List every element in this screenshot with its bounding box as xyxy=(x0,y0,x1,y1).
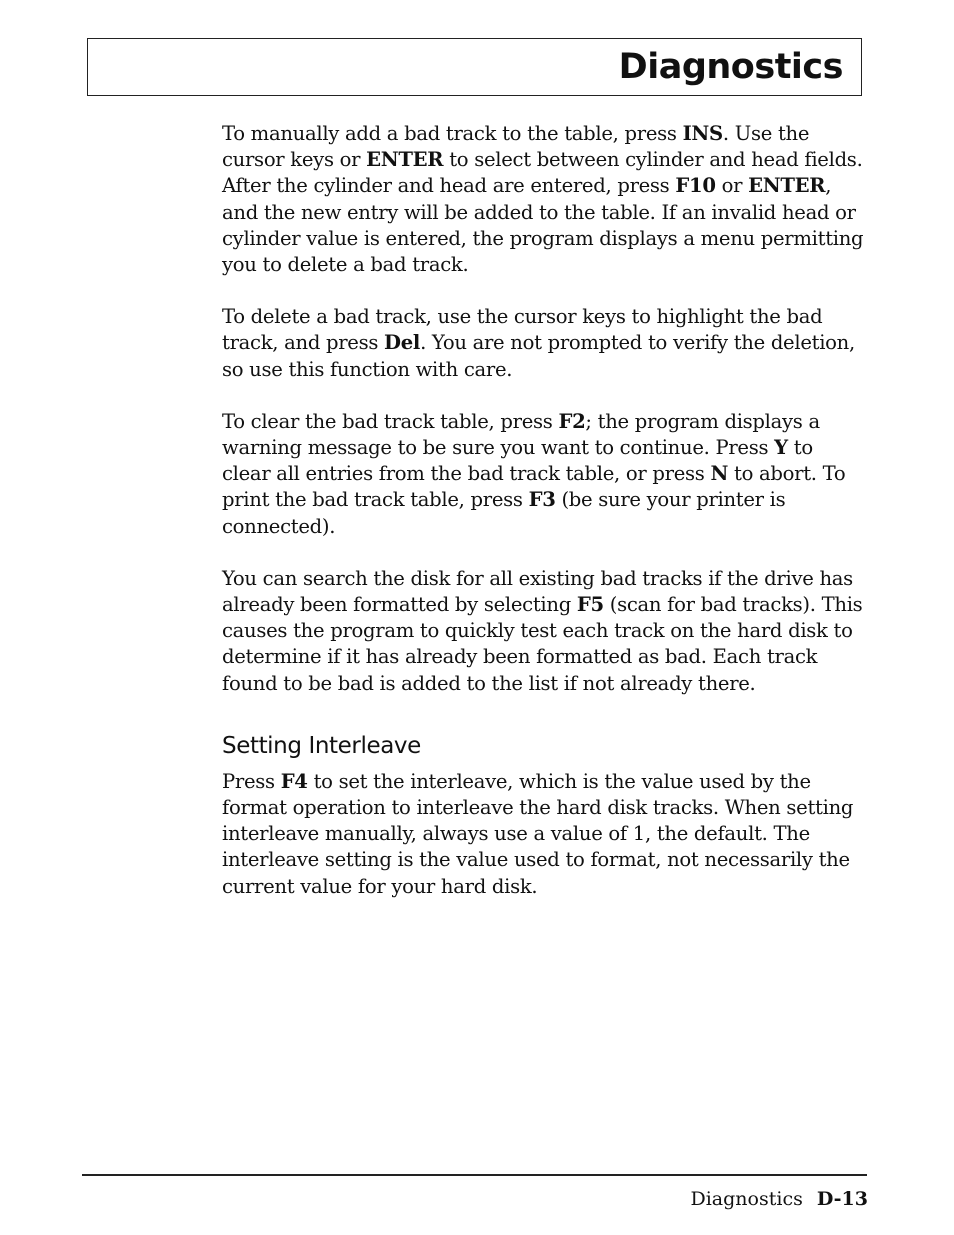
text: . Use the cursor keys or xyxy=(222,122,810,172)
text: , and the new entry will be added to the table. If an invalid head or cylinder value is entered, the program displays a menu permitting you to delete a bad track. xyxy=(222,174,864,277)
text: or xyxy=(715,174,749,198)
key-f4: F4 xyxy=(280,769,308,793)
paragraph-clear-table xyxy=(222,409,867,540)
footer xyxy=(691,1186,869,1212)
page-title: Diagnostics xyxy=(618,47,843,87)
text: (scan for bad tracks). This causes the program to quickly test each track on the hard disk to determine if it has already been formatted as bad. Each track found to be bad is added to the list if not already there. xyxy=(222,593,863,695)
key-f2: F2 xyxy=(558,409,586,433)
key-n: N xyxy=(710,462,729,486)
body-content xyxy=(222,121,867,900)
paragraph-interleave xyxy=(222,769,867,900)
text: (be sure your printer is connected). xyxy=(222,488,786,538)
text: To manually add a bad track to the table, press xyxy=(222,122,683,145)
paragraph-add-bad-track xyxy=(222,121,867,278)
page-number: D-13 xyxy=(816,1188,868,1210)
text: to select between cylinder and head fields. After the cylinder and head are entered, press xyxy=(222,148,863,198)
key-y: Y xyxy=(774,436,788,460)
header-box xyxy=(87,38,862,96)
footer-section: Diagnostics xyxy=(690,1188,803,1210)
text: to set the interleave, which is the value used by the format operation to interleave the hard disk tracks. When setting interleave manually, always use a value of 1, the default. The interleave setting is the value used to format, not necessarily the current value for your hard disk. xyxy=(222,769,854,898)
text: To delete a bad track, use the cursor keys to highlight the bad track, and press xyxy=(222,305,823,355)
paragraph-delete-bad-track xyxy=(222,304,867,383)
text: to clear all entries from the bad track table, or press xyxy=(222,436,813,486)
key-enter: ENTER xyxy=(366,148,444,172)
text: You can search the disk for all existing bad tracks if the drive has already been formatted by selecting xyxy=(222,566,853,617)
text: To clear the bad track table, press xyxy=(222,409,559,433)
text: to abort. To print the bad track table, press xyxy=(222,462,846,512)
key-del: Del xyxy=(384,331,421,355)
section-heading: Setting Interleave xyxy=(222,732,421,759)
key-f3: F3 xyxy=(528,488,556,512)
text: ; the program displays a warning message to be sure you want to continue. Press xyxy=(222,409,820,460)
key-f10: F10 xyxy=(675,174,716,198)
text: . You are not prompted to verify the deletion, so use this function with care. xyxy=(222,331,855,381)
footer-rule xyxy=(82,1174,867,1176)
text: Press xyxy=(222,769,281,793)
key-enter: ENTER xyxy=(748,174,826,198)
paragraph-scan-bad-tracks xyxy=(222,566,867,697)
key-ins: INS xyxy=(682,122,723,145)
key-f5: F5 xyxy=(576,593,604,617)
